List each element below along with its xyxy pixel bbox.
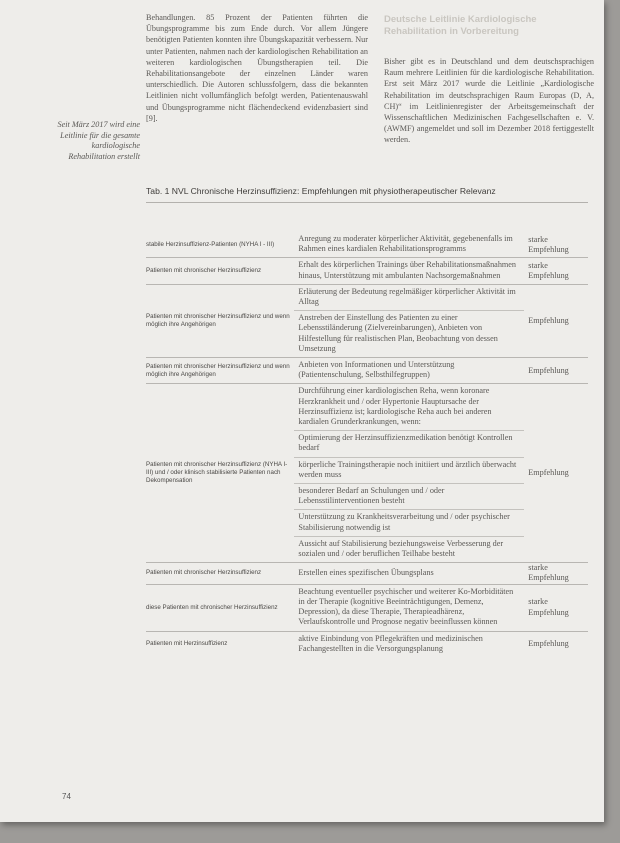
population-cell: stabile Herzinsuffizienz-Patienten (NYHA I - III) xyxy=(146,240,275,248)
table-row xyxy=(146,284,588,357)
recommendation-text: Anbieten von Informationen und Unterstützung (Patientenschulung, Selbsthilfegruppen) xyxy=(298,360,455,380)
recommendations-table xyxy=(146,232,588,657)
recommendation-cell xyxy=(294,631,524,657)
recommendation-text: Optimierung der Herzinsuffizienzmedikation benötigt Kontrollen bedarf xyxy=(294,430,524,456)
recommendation-text: körperliche Trainingstherapie noch initiiert und ärztlich überwacht werden muss xyxy=(294,457,524,483)
recommendation-cell xyxy=(294,563,524,584)
section-heading: Deutsche Leitlinie Kardiologische Rehabilitation in Vorbereitung xyxy=(384,14,537,37)
grade-cell: Empfehlung xyxy=(524,358,588,384)
recommendation-text: Erstellen eines spezifischen Übungsplans xyxy=(298,567,434,577)
table-row xyxy=(146,563,588,584)
body-text-left-column: Behandlungen. 85 Prozent der Patienten führten die Übungsprogramme bis zum Ende durch. Vor allem Jüngere benötigten Patienten konnten ihre Übungskapazität verbessern. Nur unter Patienten, nahmen nach der kardiologischen Rehabilitation an weiteren kardiologischen Übungstherapien teil. Die Rehabilitationsangebote der einzelnen Länder waren unterschiedlich. Die Autoren schlussfolgern, dass die bekannten Leitlinien nicht vollumfänglich befolgt werden, Patientenauswahl und Übungsprogramme nicht flächendeckend evidenzbasiert sind [9]. xyxy=(146,13,368,123)
margin-note: Seit März 2017 wird eine Leitlinie für die gesamte kardiologische Rehabilitation erstellt xyxy=(57,120,140,161)
grade-cell: Empfehlung xyxy=(524,384,588,563)
recommendation-cell xyxy=(294,258,524,284)
recommendation-text: Anregung zu moderater körperlicher Aktivität, gegebenenfalls im Rahmen eines kardialen Rehabilitationsprogramms xyxy=(298,234,513,254)
table-row xyxy=(146,584,588,631)
recommendation-cell xyxy=(294,584,524,631)
grade-cell: starke Empfehlung xyxy=(524,258,588,284)
recommendation-cell xyxy=(294,284,524,357)
body-text-right-column: Bisher gibt es in Deutschland und dem deutschsprachigen Raum mehrere Leitlinien für die kardiologische Rehabilitation. Erst seit März 2017 wurde die Leitlinie „Kardiologische Rehabilitation im deutschsprachigen Raum Europas (D, A, CH)“ im Leitlinienregister der Arbeitsgemeinschaft der Wissenschaftlichen Medizinischen Fachgesellschaften e. V. (AWMF) angemeldet und soll im Dezember 2018 fertiggestellt werden. xyxy=(384,57,594,145)
table-row xyxy=(146,232,588,258)
table-row xyxy=(146,358,588,384)
grade-cell: Empfehlung xyxy=(524,631,588,657)
recommendation-text: Durchführung einer kardiologischen Reha, wenn koronare Herzkrankheit und / oder Hypertonie Hauptursache der Herzinsuffizienz ist; kardiologische Reha auch bei anderen kardialen Grunderkrankungen, wenn: xyxy=(298,386,492,427)
population-cell: Patienten mit chronischer Herzinsuffizienz xyxy=(146,563,294,584)
recommendation-text: Erläuterung der Bedeutung regelmäßiger körperlicher Aktivität im Alltag xyxy=(298,286,516,307)
grade-cell: starke Empfehlung xyxy=(524,584,588,631)
grade-cell: starke Empfehlung xyxy=(524,563,588,584)
table-row xyxy=(146,631,588,657)
table-caption: Tab. 1 NVL Chronische Herzinsuffizienz: Empfehlungen mit physiotherapeutischer Relevanz xyxy=(146,186,496,196)
recommendation-text: aktive Einbindung von Pflegekräften und medizinischen Fachangestellten in die Versorgungsplanung xyxy=(298,633,483,653)
recommendation-text: Aussicht auf Stabilisierung beziehungsweise Verbesserung der sozialen und / oder beruflichen Teilhabe besteht xyxy=(294,536,524,562)
grade-cell: Empfehlung xyxy=(524,284,588,357)
recommendation-cell xyxy=(294,232,524,258)
page-number: 74 xyxy=(62,792,71,801)
table-row xyxy=(146,384,588,563)
population-cell: Patienten mit chronischer Herzinsuffizienz und wenn möglich ihre Angehörigen xyxy=(146,358,294,384)
population-cell: Patienten mit chronischer Herzinsuffizienz und wenn möglich ihre Angehörigen xyxy=(146,284,294,357)
recommendation-text: Unterstützung zu Krankheitsverarbeitung und / oder psychischer Stabilisierung notwendig ist xyxy=(294,509,524,535)
population-cell: Patienten mit chronischer Herzinsuffizienz xyxy=(146,258,294,284)
recommendation-text: besonderer Bedarf an Schulungen und / oder Lebensstilinterventionen besteht xyxy=(294,483,524,509)
recommendation-text: Anstreben der Einstellung des Patienten zu einer Lebensstiländerung (Zielvereinbarungen), Anbieten von Hilfestellung für realistischen Plan, Beobachtung von dessen Umsetzung xyxy=(294,310,524,357)
grade-cell: starke Empfehlung xyxy=(528,234,569,254)
population-cell: Patienten mit chronischer Herzinsuffizienz (NYHA I-III) und / oder klinisch stabilisierte Patienten nach Dekompensation xyxy=(146,384,294,563)
recommendation-text: Beachtung eventueller psychischer und weiterer Ko-Morbiditäten in der Therapie (kognitive Beeinträchtigungen, Demenz, Depression), da diese Therapie, Therapieadhärenz, Verlaufskontrolle und Prognose negativ beeinflussen können xyxy=(298,586,514,627)
population-cell: diese Patienten mit chronischer Herzinsuffizienz xyxy=(146,584,294,631)
population-cell: Patienten mit Herzinsuffizienz xyxy=(146,631,294,657)
recommendation-text: Erhalt des körperlichen Trainings über Rehabilitationsmaßnahmen hinaus, Unterstützung mit ambulanten Nachsorgemaßnahmen xyxy=(298,260,517,280)
recommendation-cell xyxy=(294,384,524,563)
table-divider xyxy=(146,202,588,203)
table-row xyxy=(146,258,588,284)
recommendation-cell xyxy=(294,358,524,384)
